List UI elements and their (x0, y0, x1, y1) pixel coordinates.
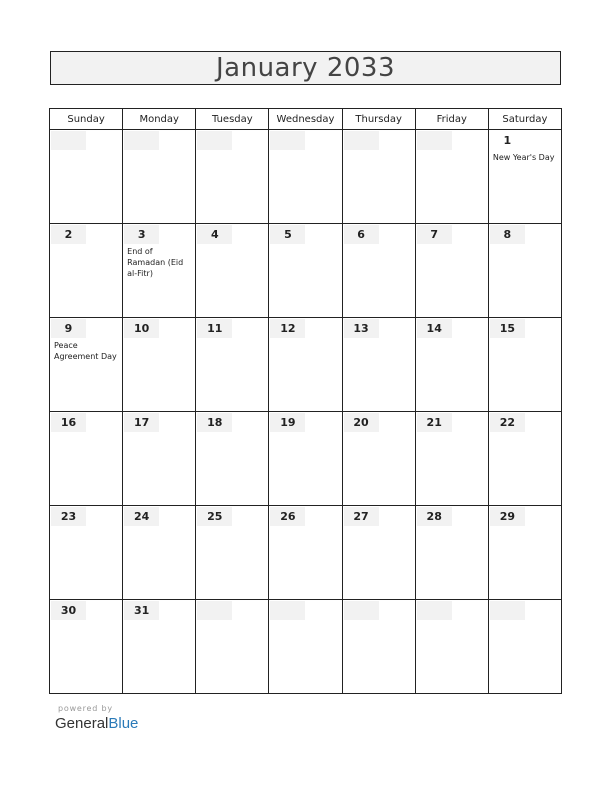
weekday-friday: Friday (415, 109, 488, 130)
day-cell[interactable] (50, 130, 123, 224)
logo-general: General (55, 715, 109, 732)
day-number (417, 131, 452, 150)
day-cell[interactable] (488, 224, 561, 318)
day-cell[interactable] (123, 600, 196, 694)
day-cell[interactable] (342, 600, 415, 694)
day-number: 3 (124, 225, 159, 244)
day-number: 8 (490, 225, 525, 244)
day-number: 22 (490, 413, 525, 432)
day-cell[interactable] (196, 224, 269, 318)
day-cell[interactable] (269, 224, 342, 318)
day-number: 5 (270, 225, 305, 244)
holiday-label: End of Ramadan (Eid al-Fitr) (127, 247, 184, 278)
day-cell[interactable] (50, 600, 123, 694)
day-cell[interactable] (123, 224, 196, 318)
day-number: 27 (344, 507, 379, 526)
weekday-tuesday: Tuesday (196, 109, 269, 130)
day-cell[interactable] (342, 318, 415, 412)
day-number: 16 (51, 413, 86, 432)
holiday-label: Peace Agreement Day (54, 341, 117, 361)
day-cell[interactable] (488, 130, 561, 224)
day-number: 1 (503, 134, 512, 147)
day-cell[interactable] (488, 412, 561, 506)
week-row (50, 224, 562, 318)
day-cell[interactable] (342, 506, 415, 600)
weekday-monday: Monday (123, 109, 196, 130)
logo-blue: Blue (108, 715, 139, 732)
day-number: 31 (124, 601, 159, 620)
week-row (50, 318, 562, 412)
day-cell[interactable] (50, 506, 123, 600)
day-cell[interactable] (415, 130, 488, 224)
weekday-header-row (50, 109, 562, 130)
day-cell[interactable] (342, 412, 415, 506)
weekday-thursday: Thursday (342, 109, 415, 130)
day-number: 7 (417, 225, 452, 244)
calendar-grid (49, 108, 562, 694)
day-number (490, 601, 525, 620)
day-number (124, 131, 159, 150)
day-number: 12 (270, 319, 305, 338)
day-number: 2 (51, 225, 86, 244)
day-cell[interactable] (123, 412, 196, 506)
holiday-label: New Year's Day (492, 153, 555, 162)
day-cell[interactable] (196, 600, 269, 694)
day-number (197, 601, 232, 620)
day-number: 19 (270, 413, 305, 432)
day-number (344, 131, 379, 150)
day-number: 4 (197, 225, 232, 244)
day-cell[interactable] (342, 130, 415, 224)
day-number: 24 (124, 507, 159, 526)
month-title-box (50, 51, 561, 85)
day-cell[interactable] (269, 318, 342, 412)
day-number (270, 131, 305, 150)
day-number: 15 (490, 319, 525, 338)
day-cell[interactable] (50, 318, 123, 412)
day-cell[interactable] (415, 600, 488, 694)
month-title: January 2033 (216, 53, 395, 83)
day-number: 10 (124, 319, 159, 338)
day-number (197, 131, 232, 150)
day-number: 21 (417, 413, 452, 432)
day-cell[interactable] (123, 318, 196, 412)
day-cell[interactable] (50, 224, 123, 318)
day-cell[interactable] (269, 600, 342, 694)
day-cell[interactable] (415, 318, 488, 412)
day-number: 17 (124, 413, 159, 432)
week-row (50, 506, 562, 600)
day-cell[interactable] (415, 224, 488, 318)
day-cell[interactable] (196, 506, 269, 600)
day-cell[interactable] (196, 412, 269, 506)
week-row (50, 412, 562, 506)
day-cell[interactable] (123, 130, 196, 224)
powered-by-label: powered by (58, 704, 113, 713)
day-number: 25 (197, 507, 232, 526)
day-cell[interactable] (342, 224, 415, 318)
day-number: 30 (51, 601, 86, 620)
day-number: 28 (417, 507, 452, 526)
day-number: 13 (344, 319, 379, 338)
day-number: 18 (197, 413, 232, 432)
day-cell[interactable] (123, 506, 196, 600)
day-number (51, 131, 86, 150)
weekday-saturday: Saturday (488, 109, 561, 130)
day-number (344, 601, 379, 620)
day-cell[interactable] (196, 318, 269, 412)
day-cell[interactable] (269, 506, 342, 600)
day-cell[interactable] (415, 412, 488, 506)
weekday-sunday: Sunday (50, 109, 123, 130)
day-number: 11 (197, 319, 232, 338)
day-cell[interactable] (488, 600, 561, 694)
day-cell[interactable] (488, 506, 561, 600)
day-cell[interactable] (488, 318, 561, 412)
weekday-wednesday: Wednesday (269, 109, 342, 130)
day-number: 20 (344, 413, 379, 432)
day-cell[interactable] (269, 412, 342, 506)
day-number: 26 (270, 507, 305, 526)
week-row (50, 600, 562, 694)
day-number: 9 (51, 319, 86, 338)
day-number: 29 (490, 507, 525, 526)
day-number (417, 601, 452, 620)
day-cell[interactable] (415, 506, 488, 600)
day-cell[interactable] (269, 130, 342, 224)
day-number (270, 601, 305, 620)
generalblue-logo[interactable] (55, 715, 138, 732)
week-row (50, 130, 562, 224)
day-number: 6 (344, 225, 379, 244)
day-number: 14 (417, 319, 452, 338)
day-cell[interactable] (50, 412, 123, 506)
day-number: 23 (51, 507, 86, 526)
day-cell[interactable] (196, 130, 269, 224)
